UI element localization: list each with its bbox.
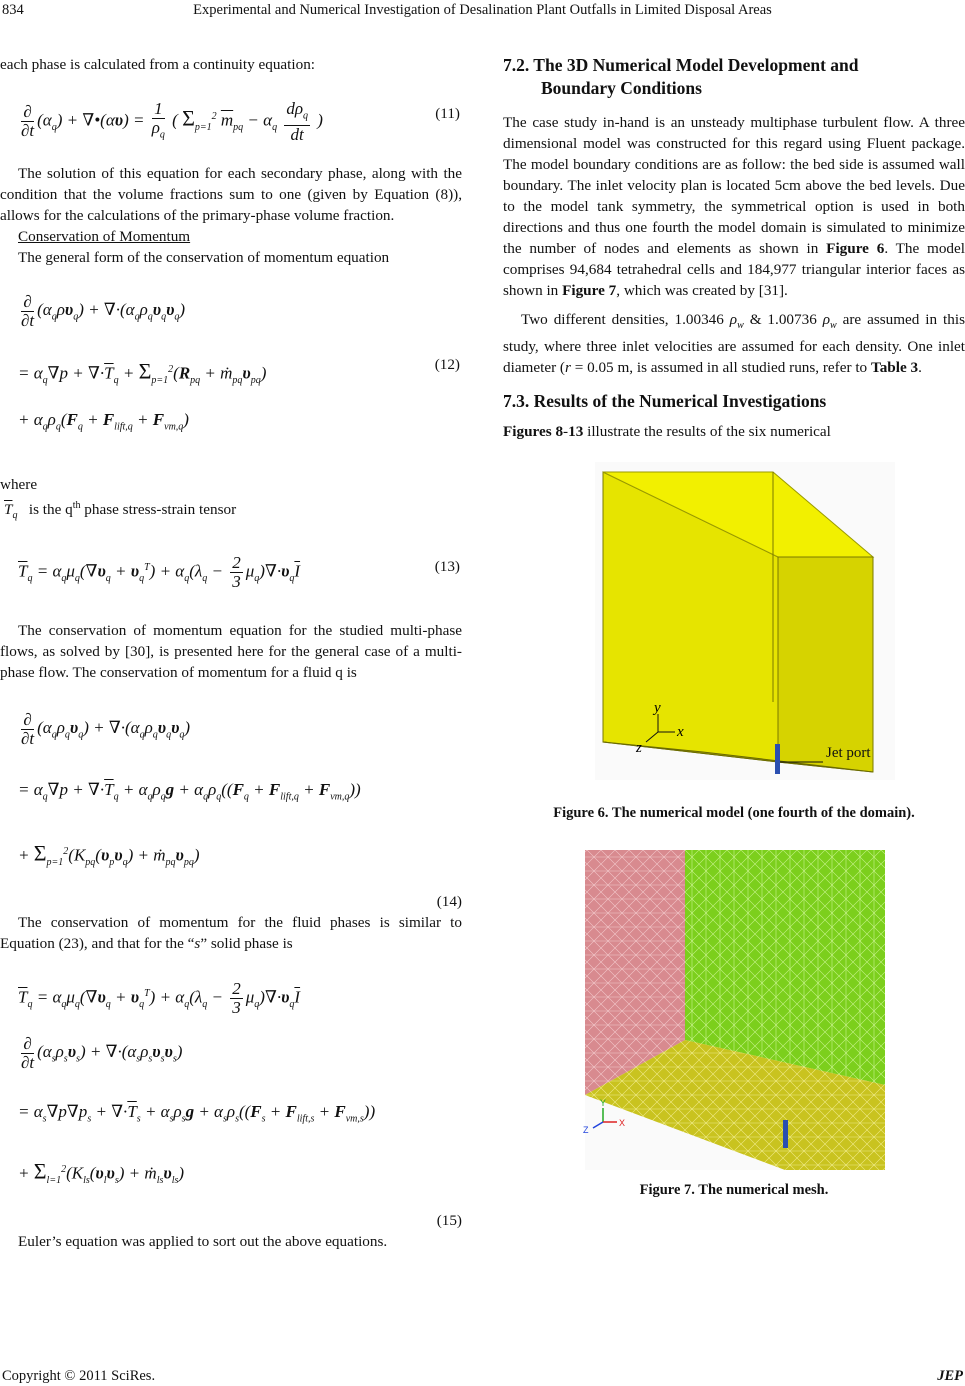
figure-6-caption: Figure 6. The numerical model (one fourth of the domain). xyxy=(553,805,915,822)
running-title: Experimental and Numerical Investigation of Desalination Plant Outfalls in Limited Disposal Areas xyxy=(193,2,772,18)
text: The conservation of momentum for the fluid phases is similar to Equation (23), and that for the “ xyxy=(0,914,462,953)
paragraph: The conservation of momentum equation for the studied multi-phase flows, as solved by [30], is presented here for the general case of a multi-phase flow. The conservation of momentum for a fluid q is xyxy=(0,622,462,682)
symbol: ρ xyxy=(822,311,831,328)
figure-6-image xyxy=(503,462,965,782)
equation-13: $\overline{T}_q = \alpha_q\mu_q(\nabla\upsilon_q + \upsilon_q^T) + \alpha_q(\lambda_q$ − $\frac{2}{3}$ $\mu_q)\nabla\cdot\upsilon_q\overline{I}$ (13) xyxy=(18,553,460,592)
figure-7-caption: Figure 7. The numerical mesh. xyxy=(639,1182,829,1199)
equation-11: $\frac{\partial}{\partial t}$ $(\alpha_q)$ + ∇•(αυ) = $\frac{1}{\rho_q}$ ( $\Sigma_{p=1}^2$ $\overline{m}_{pq} - \alpha_q$ $\frac{d\rho_q}{dt}$ ) (11) xyxy=(21,98,460,144)
figure-6 xyxy=(503,462,965,787)
tensor-text-sup: th xyxy=(72,500,81,511)
paragraph xyxy=(503,309,965,378)
figure-7-image xyxy=(503,850,965,1170)
section-heading-7-2 xyxy=(503,54,965,100)
section-heading-7-3: 7.3. Results of the Numerical Investigations xyxy=(503,391,827,412)
jet-port-icon xyxy=(775,744,780,774)
page-header xyxy=(0,0,965,28)
symbol-sub: w xyxy=(830,320,837,332)
journal-name: JEP xyxy=(937,1368,963,1384)
figure-ref: 13 xyxy=(568,423,584,441)
text: are assumed in this study, where three inlet velocities are assumed for each density. One inlet diameter ( xyxy=(503,311,965,377)
left-column xyxy=(0,54,462,1252)
paragraph: The general form of the conservation of momentum equation xyxy=(18,249,390,266)
paragraph: each phase is calculated from a continuity equation: xyxy=(0,56,316,73)
subsection-heading xyxy=(0,226,462,247)
text: , which was created by [31]. xyxy=(616,282,788,299)
equation-12: $\frac{\partial}{\partial t}$ $(\alpha_q\rho\upsilon_q) + \nabla\cdot(\alpha_q\rho_q\upsilon_q\upsilon_q)$ = $\alpha_q\nabla p + \nabla\cdot\overline{T}_q + \Sigma_{p=1}^2(R_{pq}$ + $ṁ_{pq}\upsilon_{pq}$) + $\alpha_q\rho_q(F_q + F_{lift,q} + F_{vm,q})$ (12) xyxy=(18,291,460,433)
text: ” solid phase is xyxy=(200,935,293,953)
axis-z-label: z xyxy=(636,740,642,757)
axis-x-label: X xyxy=(619,1118,626,1129)
table-ref: Table 3 xyxy=(870,359,919,377)
text: - xyxy=(563,423,569,441)
text: The case study in-hand is an unsteady multiphase turbulent flow. A three dimensional model was constructed for this regard using Fluent package. The model boundary conditions are as follow: the bed side is assumed wall boundary. The inlet velocity plan is located 5cm above the bed levels. Due to the model tank symmetry, the symmetrical option is used in both directions and thus one fourth the model domain is simulated to minimize the number of nodes and elements as shown in xyxy=(503,114,965,257)
heading-text: Conservation of Momentum xyxy=(18,228,191,245)
equation-number: (15) xyxy=(436,1212,462,1230)
axis-y-label: Y xyxy=(600,1098,607,1109)
tensor-subscript: q xyxy=(12,510,18,522)
figure-7 xyxy=(503,850,965,1170)
copyright: Copyright © 2011 SciRes. xyxy=(2,1368,156,1384)
figure-ref: Figure 6 xyxy=(826,240,885,257)
tensor-symbol: $\overline{T}$ xyxy=(4,501,13,519)
axis-y-label: y xyxy=(654,700,661,717)
paragraph: The solution of this equation for each secondary phase, along with the condition that the volume fractions sum to one (given by Equation (8)), allows for the calculations of the primary-phase volume fraction. xyxy=(0,165,462,224)
right-column xyxy=(503,54,965,1201)
paragraph: Euler’s equation was applied to sort out the above equations. xyxy=(18,1233,388,1251)
equation-number: (12) xyxy=(434,356,460,373)
axis-x-label: x xyxy=(677,724,684,741)
text: Two different densities, 1.00346 xyxy=(521,311,730,328)
page-number: 834 xyxy=(2,2,24,18)
heading-line: Boundary Conditions xyxy=(541,78,702,98)
equation-number: (14) xyxy=(436,893,462,911)
paragraph: where xyxy=(0,476,38,493)
text: = 0.05 m, is assumed in all studied runs, refer to xyxy=(570,359,871,377)
symbol: ρ xyxy=(729,311,738,328)
text: . The model comprises 94,684 tetrahedral cells and 184,977 triangular interior faces as shown in xyxy=(503,240,965,299)
equation-number: (13) xyxy=(434,558,460,576)
figure-ref: Figure 7 xyxy=(562,282,617,299)
tensor-text: is the q xyxy=(28,501,73,519)
tensor-definition xyxy=(0,495,462,526)
paragraph xyxy=(0,912,462,954)
heading-line: 7.2. The 3D Numerical Model Development and xyxy=(503,55,859,75)
text: illustrate the results of the six numerical xyxy=(583,423,831,441)
jet-port-icon xyxy=(783,1120,788,1148)
symbol-sub: w xyxy=(737,320,744,332)
text: & 1.00736 xyxy=(743,311,823,328)
axis-z-label: Z xyxy=(583,1125,589,1136)
equation-14: $\frac{\partial}{\partial t}$ $(\alpha_q\rho_q\upsilon_q) + \nabla\cdot(\alpha_q\rho_q\upsilon_q\upsilon_q)$ = $\alpha_q\nabla p + \nabla\cdot\overline{T}_q + \alpha_q\rho_qg + \alpha_q\rho_q((F_q + F_{lift,q} + F_{vm,q}))$ + $\Sigma_{p=1}^2(K_{pq}(\upsilon_p\upsilon_q)$ + $ṁ_{pq}\upsilon_{pq}$) xyxy=(18,709,361,869)
equation-15: $\overline{T}_q = \alpha_q\mu_q(\nabla\upsilon_q + \upsilon_q^T) + \alpha_q(\lambda_q$ − $\frac{2}{3}$ $\mu_q)\nabla\cdot\upsilon_q\overline{I}$ $\frac{\partial}{\partial t}$ $(\alpha_s\rho_s\upsilon_s) + \nabla\cdot(\alpha_s\rho_s\upsilon_s\upsilon_s)$ = $\alpha_s\nabla p\nabla p_s + \nabla\cdot\overline{T}_s + \alpha_s\rho_sg + \alpha_s\rho_s((F_s + F_{lift,s} + F_{vm,s}))$ + $\Sigma_{l=1}^2(K_{ls}(\upsilon_l\upsilon_s)$ + $ṁ_{ls}\upsilon_{ls}$) xyxy=(18,979,376,1187)
paragraph xyxy=(503,421,965,442)
tensor-text-end: phase stress-strain tensor xyxy=(80,501,237,519)
paragraph xyxy=(503,112,965,301)
text-italic: s xyxy=(194,935,201,953)
text: . xyxy=(918,359,922,377)
equation-number: (11) xyxy=(435,105,460,122)
figure-ref: Figures 8 xyxy=(503,423,564,441)
symbol: r xyxy=(564,359,571,377)
jet-port-label: Jet port xyxy=(826,745,871,762)
